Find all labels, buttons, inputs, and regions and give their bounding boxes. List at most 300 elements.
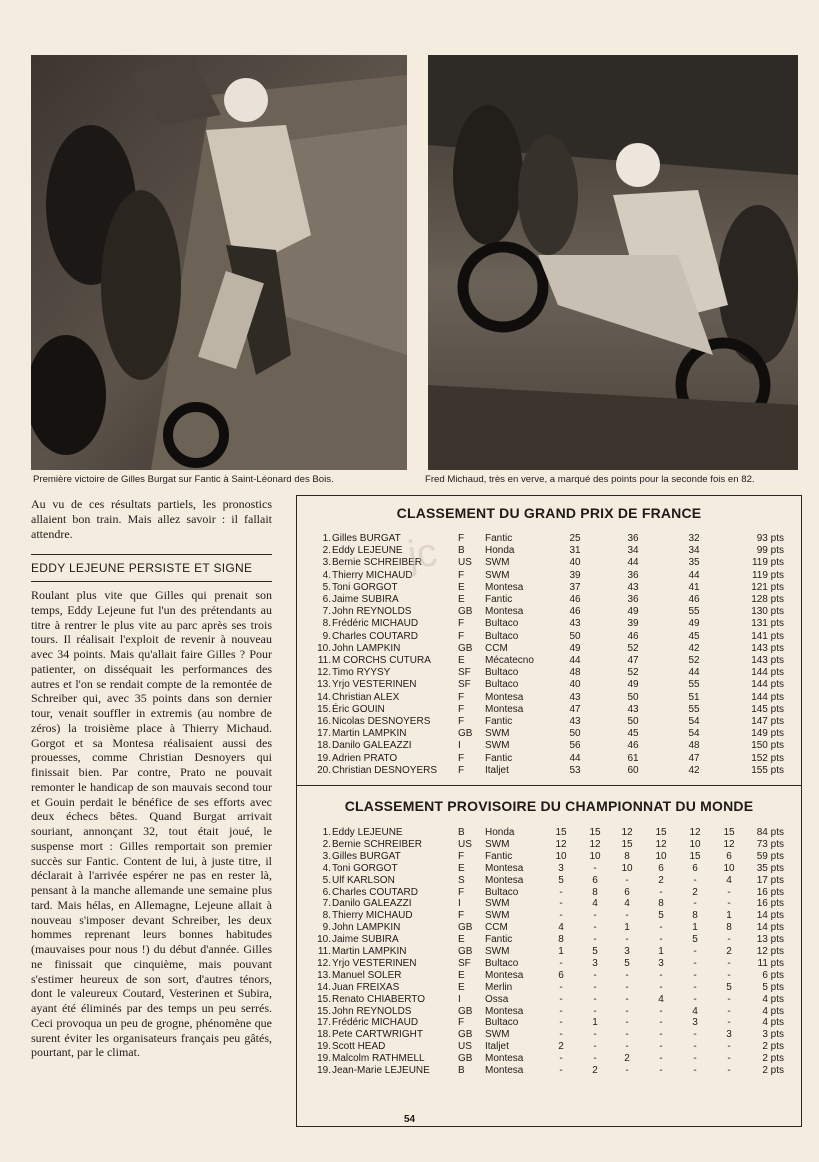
table-row [297,1053,801,1065]
table-cell: F [458,533,465,544]
table-cell: - [727,1017,731,1029]
table-cell: 50 [627,691,639,703]
table-cell: Malcolm RATHMELL [332,1053,425,1065]
table-cell: - [693,957,697,969]
table-cell: F [458,1017,465,1029]
table-cell: Fantic [485,934,513,946]
table-cell: Eddy LEJEUNE [332,827,403,838]
table-cell: 121 pts [751,581,784,593]
table-cell: 3 [692,1017,698,1029]
caption-right-photo: Fred Michaud, très en verve, a marqué des points pour la seconde fois en 82. [425,474,755,485]
table-cell: 3 [592,957,598,969]
table-cell: Montesa [485,691,524,703]
table-cell: 47 [688,752,700,764]
table-cell: Toni GORGOT [332,862,398,874]
table-cell: 50 [569,630,581,642]
table-cell: SF [458,679,471,691]
table-row [297,606,801,618]
table-cell: 1 [692,922,698,934]
table-cell: 16 pts [756,886,784,898]
table-cell: 39 [627,618,639,630]
table-cell: 39 [569,569,581,581]
table-cell: 1 [658,946,664,957]
table-cell: Fantic [485,594,513,605]
page-number: 54 [403,1114,416,1125]
table-cell: - [593,1041,597,1053]
table-cell: 40 [569,679,581,691]
table-cell: 20. [317,764,331,776]
table-cell: 13. [317,679,331,691]
table-cell: Frédéric MICHAUD [332,1017,419,1029]
table-cell: Toni GORGOT [332,581,398,593]
table-cell: 4. [322,569,331,581]
table-cell: 12 pts [756,946,784,957]
table-cell: Montesa [485,1065,524,1076]
table-cell: - [727,1065,731,1076]
table-cell: 2. [322,838,331,850]
table-cell: 2 [592,1065,598,1076]
table-cell: 19. [317,1053,331,1065]
table-cell: Éric GOUIN [332,703,385,715]
table-cell: B [458,827,465,838]
table-cell: E [458,981,465,993]
table-cell: Bultaco [485,630,519,642]
table-cell: - [559,886,563,898]
table-cell: 10 [589,850,601,862]
table-row [297,1065,801,1077]
table-cell: 52 [627,667,639,679]
table-cell: - [659,1029,663,1041]
table-cell: 7. [322,606,331,618]
table-cell: SF [458,957,471,969]
table-cell: 4 [592,898,598,910]
table-cell: 6 [592,874,598,886]
table-cell: Thierry MICHAUD [332,569,413,581]
table-cell: 2 [692,886,698,898]
table-cell: Montesa [485,703,524,715]
table-cell: - [559,957,563,969]
table-cell: 56 [569,740,581,752]
table-cell: - [593,1005,597,1017]
table-cell: E [458,862,465,874]
table-cell: Montesa [485,862,524,874]
table-cell: 4 pts [762,1005,784,1017]
table-cell: - [659,922,663,934]
table-cell: Ulf KARLSON [332,874,395,886]
table-cell: 149 pts [751,728,784,740]
table-cell: Christian ALEX [332,691,400,703]
table-cell: Merlin [485,981,513,993]
table-row [297,958,801,970]
table-cell: E [458,581,465,593]
table-cell: S [458,874,465,886]
table-row [297,679,801,691]
wc-table-title: CLASSEMENT PROVISOIRE DU CHAMPIONNAT DU MONDE [344,798,754,814]
table-cell: 8 [624,850,630,862]
table-cell: 12 [723,838,735,850]
gp-table-title: CLASSEMENT DU GRAND PRIX DE FRANCE [396,505,702,521]
table-cell: 3. [322,557,331,569]
table-cell: 43 [569,691,581,703]
table-cell: 44 [688,667,700,679]
table-cell: 2 pts [762,1041,784,1053]
table-cell: F [458,886,465,898]
table-cell: 46 [569,594,581,605]
table-cell: 11 pts [757,957,784,969]
table-cell: 52 [627,642,639,654]
table-cell: Charles COUTARD [332,630,418,642]
table-row [297,728,801,740]
table-cell: Montesa [485,1005,524,1017]
table-cell: 3. [322,850,331,862]
table-cell: 35 pts [756,862,784,874]
table-cell: Eddy LEJEUNE [332,545,403,557]
table-cell: 44 [569,752,581,764]
table-cell: 13. [317,969,331,981]
table-cell: 8. [322,910,331,922]
table-row [297,922,801,934]
table-cell: 145 pts [751,703,784,715]
table-cell: - [659,1017,663,1029]
table-cell: Fantic [485,752,513,764]
table-cell: 31 [569,545,581,557]
table-cell: Italjet [485,764,509,776]
table-cell: 42 [688,642,700,654]
table-cell: - [625,993,629,1005]
table-cell: 32 [688,533,700,544]
table-cell: - [593,993,597,1005]
table-cell: 5 [592,946,598,957]
table-cell: 143 pts [751,642,784,654]
table-cell: F [458,691,465,703]
table-row [297,994,801,1006]
table-cell: - [559,1005,563,1017]
table-cell: 2 [624,1053,630,1065]
table-cell: 8 [692,910,698,922]
table-row [297,875,801,887]
results-box [296,495,802,1127]
table-row [297,863,801,875]
table-cell: I [458,898,461,910]
table-row [297,1006,801,1018]
table-cell: F [458,703,465,715]
table-cell: - [693,981,697,993]
table-row [297,970,801,982]
table-cell: Gilles BURGAT [332,533,401,544]
section-heading: EDDY LEJEUNE PERSISTE ET SIGNE [31,561,253,575]
table-cell: SWM [485,740,510,752]
table-cell: F [458,618,465,630]
table-row [297,533,801,545]
table-row [297,716,801,728]
table-cell: 93 pts [756,533,784,544]
table-cell: Manuel SOLER [332,969,402,981]
table-row [297,557,801,569]
table-cell: F [458,716,465,727]
table-cell: - [693,898,697,910]
table-cell: 36 [627,594,639,605]
table-cell: - [693,1029,697,1041]
table-cell: Gilles BURGAT [332,850,401,862]
table-cell: B [458,1065,465,1076]
table-cell: - [625,910,629,922]
table-cell: 3 [658,957,664,969]
table-cell: - [693,993,697,1005]
table-cell: GB [458,922,473,934]
table-cell: 59 pts [756,850,784,862]
table-cell: 36 [627,533,639,544]
table-cell: US [458,838,472,850]
table-cell: Charles COUTARD [332,886,418,898]
table-cell: 130 pts [751,606,784,618]
table-cell: F [458,764,465,776]
table-cell: 15. [317,1005,331,1017]
table-cell: Bernie SCHREIBER [332,557,423,569]
table-cell: 5. [322,874,331,886]
table-cell: - [559,910,563,922]
table-cell: E [458,969,465,981]
table-cell: 8 [658,898,664,910]
table-cell: 18. [317,740,331,752]
table-cell: 49 [627,679,639,691]
table-cell: - [727,934,731,946]
table-cell: 47 [569,703,581,715]
table-row [297,667,801,679]
table-cell: - [727,886,731,898]
table-cell: 55 [688,606,700,618]
table-cell: 5 [658,910,664,922]
table-cell: - [659,1041,663,1053]
table-cell: SWM [485,838,510,850]
table-cell: SWM [485,946,510,957]
table-cell: 54 [688,716,700,727]
table-cell: 128 pts [751,594,784,605]
table-cell: Adrien PRATO [332,752,398,764]
table-cell: Montesa [485,874,524,886]
table-cell: Danilo GALEAZZI [332,898,412,910]
table-cell: Yrjo VESTERINEN [332,957,417,969]
table-cell: 8. [322,618,331,630]
table-cell: 11. [317,655,331,666]
table-cell: 46 [627,740,639,752]
table-divider [297,785,801,786]
table-cell: - [727,1053,731,1065]
table-cell: 16 pts [756,898,784,910]
table-cell: US [458,557,472,569]
table-cell: 41 [688,581,700,593]
table-cell: 60 [627,764,639,776]
table-cell: SWM [485,728,510,740]
table-cell: 6. [322,886,331,898]
table-cell: 48 [569,667,581,679]
table-cell: I [458,993,461,1005]
table-cell: Timo RYYSY [332,667,391,679]
table-cell: SWM [485,557,510,569]
table-cell: John LAMPKIN [332,642,401,654]
table-cell: 119 pts [751,557,784,569]
table-cell: SWM [485,910,510,922]
table-cell: 10. [317,934,331,946]
table-cell: 11. [317,946,331,957]
table-cell: 12 [589,838,601,850]
table-row [297,570,801,582]
table-cell: 1 [726,910,732,922]
table-cell: 4 [658,993,664,1005]
table-cell: 34 [627,545,639,557]
table-cell: Jaime SUBIRA [332,594,399,605]
table-cell: 155 pts [751,764,784,776]
table-cell: Martin LAMPKIN [332,728,407,740]
article-body: Roulant plus vite que Gilles qui prenait son temps, Eddy Lejeune fut l'un des prétendants au titre à rentrer le plus vite au parc après ses trois tours. Il réalisait l'exploit de revenir à nouveau avec 34 points. Mais qu'allait faire Gilles ? Pour patienter, on disséquait les performances des autres et l'on se rendait compte de la remontée de Schreiber qui, avec 35 points dans son dernier tour, venait souffler in extremis (au nombre de zéros) la troisième place à Thierry Michaud. Gorgot et sa Montesa réalisaient aussi des prouesses, comme Christian Desnoyers qui finissait bien. Par contre, Prato ne pouvait remonter le handicap de son mauvais second tour et Gouin perdait le bénéfice de ses efforts avec deux échecs bêtes. Quand Burgat arrivait souriant, annonçant 32, tout était joué, le suspense mort : Gilles remportait son premier succès sur Fantic. Content de lui, à juste titre, il déclarait à l'arrivée espérer ne pas en rester là, pensant à la manche allemande une semaine plus tard. Mais hélas, en Allemagne, Lejeune allait à nouveau s'imposer devant Schreiber, les deux hommes reprenant leurs bonnes habitudes (mauvaises pour nous !) du début d'année. Gilles ne finissait que cinquième, mais pouvant s'estimer heureux de son sort, d'autres ténors, dont le valeureux Coutard, Vesterinen et Subira, ayant été éliminés par des temps un peu serrés. Ceci provoqua un peu de grogne, phénomène que surent éviter les organisateurs français peu gâtés, pourtant, par le climat. [31,588,272,1060]
table-cell: 51 [688,691,700,703]
table-cell: 15. [317,703,331,715]
table-cell: 19. [317,1041,331,1053]
table-cell: - [625,874,629,886]
table-cell: 36 [627,569,639,581]
table-cell: 43 [627,581,639,593]
table-cell: 61 [627,752,639,764]
table-cell: 18. [317,1029,331,1041]
watermark: jc [405,530,440,578]
table-cell: E [458,655,465,666]
table-cell: Christian DESNOYERS [332,764,438,776]
table-cell: Bultaco [485,618,519,630]
table-cell: 8 [558,934,564,946]
table-cell: 50 [627,716,639,727]
table-cell: Jaime SUBIRA [332,934,399,946]
table-cell: SWM [485,898,510,910]
table-cell: - [659,1065,663,1076]
table-cell: Bultaco [485,1017,519,1029]
table-cell: - [727,1005,731,1017]
table-cell: - [659,886,663,898]
table-cell: 12 [655,838,667,850]
table-cell: 49 [688,618,700,630]
table-cell: 1 [624,922,630,934]
table-cell: E [458,594,465,605]
table-row [297,839,801,851]
table-cell: - [625,1017,629,1029]
table-cell: F [458,630,465,642]
table-cell: - [693,969,697,981]
table-row [297,631,801,643]
table-cell: - [693,1053,697,1065]
table-cell: Martin LAMPKIN [332,946,407,957]
table-cell: Fantic [485,716,513,727]
table-cell: SWM [485,569,510,581]
table-cell: Yrjo VESTERINEN [332,679,417,691]
table-cell: B [458,545,465,557]
table-cell: 1 [558,946,564,957]
table-cell: SWM [485,1029,510,1041]
table-cell: 119 pts [751,569,784,581]
table-cell: - [593,1053,597,1065]
table-cell: Montesa [485,969,524,981]
table-cell: John LAMPKIN [332,922,401,934]
table-cell: 7. [322,898,331,910]
table-cell: 3 pts [762,1029,784,1041]
table-cell: - [727,993,731,1005]
table-cell: Mécatecno [485,655,534,666]
table-cell: Ossa [485,993,509,1005]
table-cell: GB [458,728,473,740]
table-cell: 15. [317,993,331,1005]
table-cell: 16. [317,716,331,727]
table-cell: - [659,969,663,981]
table-cell: GB [458,1029,473,1041]
table-cell: Bultaco [485,679,519,691]
table-cell: Thierry MICHAUD [332,910,413,922]
table-cell: F [458,910,465,922]
table-row [297,1017,801,1029]
table-cell: GB [458,1053,473,1065]
table-cell: Juan FREIXAS [332,981,400,993]
table-row [297,655,801,667]
table-cell: E [458,934,465,946]
table-cell: - [693,1041,697,1053]
table-cell: John REYNOLDS [332,606,412,618]
table-cell: 10 [689,838,701,850]
table-cell: 1. [322,533,331,544]
table-cell: 12. [317,957,331,969]
table-cell: 147 pts [751,716,784,727]
table-cell: 49 [569,642,581,654]
table-cell: 15 [655,827,667,838]
table-cell: - [659,981,663,993]
table-cell: 10 [723,862,735,874]
table-cell: 4 [558,922,564,934]
heading-top-rule [31,554,272,555]
heading-bottom-rule [31,581,272,582]
table-cell: 5 [726,981,732,993]
table-cell: - [593,910,597,922]
table-cell: 3 [624,946,630,957]
table-row [297,887,801,899]
table-row [297,934,801,946]
table-cell: Honda [485,827,515,838]
caption-left-photo: Première victoire de Gilles Burgat sur Fantic à Saint-Léonard des Bois. [33,474,334,485]
table-cell: 46 [688,594,700,605]
table-cell: Renato CHIABERTO [332,993,426,1005]
table-cell: 141 pts [751,630,784,642]
table-cell: 14. [317,981,331,993]
table-cell: 99 pts [756,545,784,557]
table-cell: - [625,1029,629,1041]
table-cell: - [625,981,629,993]
table-cell: 46 [627,630,639,642]
table-cell: 44 [627,557,639,569]
table-cell: 4. [322,862,331,874]
table-cell: 10 [621,862,633,874]
table-cell: - [625,1065,629,1076]
table-cell: - [625,934,629,946]
table-cell: - [659,934,663,946]
table-cell: - [559,1017,563,1029]
table-cell: 1 [592,1017,598,1029]
table-cell: 15 [555,827,567,838]
table-cell: 143 pts [751,655,784,666]
table-cell: - [559,1053,563,1065]
table-cell: 14 pts [756,910,784,922]
table-cell: 10 [555,850,567,862]
table-cell: Montesa [485,606,524,618]
table-cell: 144 pts [751,667,784,679]
table-cell: 6 [692,862,698,874]
table-cell: 17 pts [756,874,784,886]
table-cell: 3 [558,862,564,874]
table-cell: 6 [726,850,732,862]
table-cell: - [593,862,597,874]
